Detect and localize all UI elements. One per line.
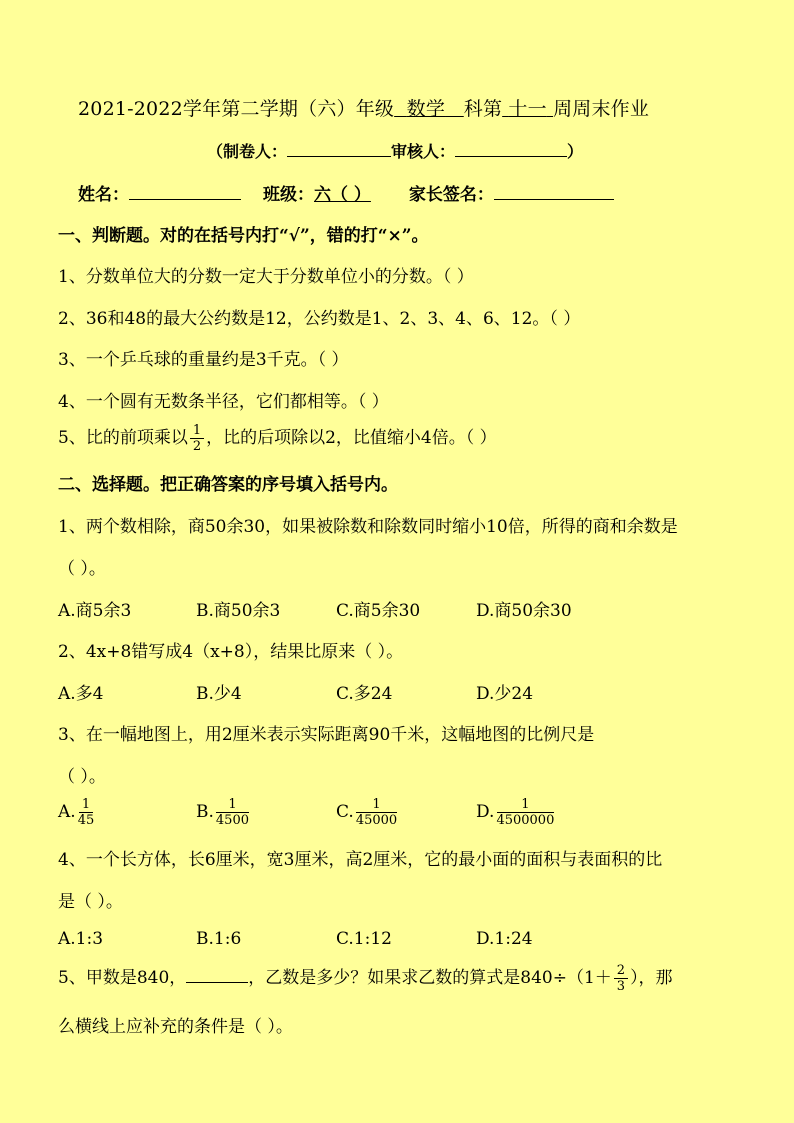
option-b[interactable]: B.1:6 bbox=[196, 929, 242, 949]
q5-text-a: 5、甲数是840， bbox=[58, 968, 187, 988]
option-a[interactable] bbox=[58, 794, 96, 830]
choice-q5-line1 bbox=[58, 960, 673, 996]
q5-text-c: ），那 bbox=[630, 968, 673, 988]
maker-blank[interactable] bbox=[287, 156, 391, 157]
option-d[interactable]: D.少24 bbox=[476, 684, 534, 704]
option-c[interactable] bbox=[336, 794, 399, 830]
name-blank[interactable] bbox=[129, 199, 241, 200]
section1-heading: 一、判断题。对的在括号内打“√”，错的打“×”。 bbox=[58, 226, 429, 246]
parent-signature-label: 家长签名： bbox=[408, 185, 494, 205]
subject-field bbox=[394, 98, 464, 120]
option-a[interactable]: A.1:3 bbox=[58, 929, 104, 949]
class-label: 班级： bbox=[263, 185, 314, 205]
week-value: 十一 bbox=[508, 98, 547, 120]
subject-value: 数学 bbox=[406, 98, 446, 120]
scale-fraction bbox=[216, 798, 249, 827]
fraction-numerator: 1 bbox=[79, 798, 93, 813]
option-letter: A. bbox=[58, 802, 76, 822]
name-label: 姓名： bbox=[78, 185, 129, 205]
choice-q1-line2: （ ）。 bbox=[58, 559, 106, 579]
option-b[interactable]: B.商50余3 bbox=[196, 601, 281, 621]
option-a[interactable]: A.商5余3 bbox=[58, 601, 132, 621]
option-d[interactable]: D.1:24 bbox=[476, 929, 533, 949]
scale-fraction bbox=[78, 798, 95, 827]
choice-q3-options bbox=[58, 794, 758, 830]
reviewer-label: 审核人： bbox=[391, 142, 456, 161]
section2-heading: 二、选择题。把正确答案的序号填入括号内。 bbox=[58, 475, 398, 495]
fraction-denominator: 3 bbox=[616, 979, 626, 994]
week-field bbox=[502, 98, 553, 120]
title-part-2: 科第 bbox=[463, 98, 503, 120]
fraction-numerator: 2 bbox=[614, 964, 628, 979]
fraction-one-half bbox=[190, 424, 204, 453]
judge-item-1: 1、分数单位大的分数一定大于分数单位小的分数。（ ） bbox=[58, 267, 474, 287]
fraction-denominator: 4500 bbox=[215, 813, 249, 828]
title-part-1: 2021-2022学年第二学期（六）年级 bbox=[78, 98, 395, 120]
option-c[interactable]: C.商5余30 bbox=[336, 601, 421, 621]
fraction-numerator: 1 bbox=[356, 798, 396, 813]
option-letter: B. bbox=[196, 802, 214, 822]
choice-q3-line2: （ ）。 bbox=[58, 767, 106, 787]
judge-item-5-text-b: ，比的后项除以2，比值缩小4倍。（ ） bbox=[206, 428, 497, 448]
fraction-numerator: 1 bbox=[190, 424, 204, 439]
fraction-denominator: 2 bbox=[192, 439, 202, 454]
q5-text-b: ，乙数是多少？如果求乙数的算式是840÷（1＋ bbox=[248, 968, 612, 988]
q5-condition-blank[interactable] bbox=[186, 964, 248, 983]
option-letter: C. bbox=[336, 802, 354, 822]
close-paren: ） bbox=[567, 142, 584, 161]
fraction-numerator: 1 bbox=[497, 798, 553, 813]
choice-q1-line1: 1、两个数相除，商50余30，如果被除数和除数同时缩小10倍，所得的商和余数是 bbox=[58, 517, 678, 537]
scale-fraction bbox=[496, 798, 554, 827]
title-part-3: 周周末作业 bbox=[553, 98, 650, 120]
fraction-denominator: 4500000 bbox=[496, 813, 555, 828]
fraction-numerator: 1 bbox=[216, 798, 248, 813]
option-b[interactable]: B.少4 bbox=[196, 684, 242, 704]
fraction-denominator: 45 bbox=[77, 813, 95, 828]
choice-q2-options bbox=[58, 679, 758, 704]
page-title bbox=[78, 94, 649, 121]
option-d[interactable] bbox=[476, 794, 556, 830]
choice-q1-options bbox=[58, 596, 758, 621]
scale-fraction bbox=[356, 798, 397, 827]
maker-reviewer-line bbox=[207, 139, 583, 162]
judge-item-5 bbox=[58, 421, 497, 455]
parent-signature-blank[interactable] bbox=[494, 199, 614, 200]
judge-item-3: 3、一个乒乓球的重量约是3千克。（ ） bbox=[58, 350, 349, 370]
judge-item-2: 2、36和48的最大公约数是12，公约数是1、2、3、4、6、12。（ ） bbox=[58, 309, 581, 329]
fraction-two-thirds bbox=[614, 964, 628, 993]
choice-q5-line2: 么横线上应补充的条件是（ ）。 bbox=[58, 1017, 293, 1037]
reviewer-blank[interactable] bbox=[455, 156, 567, 157]
option-c[interactable]: C.1:12 bbox=[336, 929, 392, 949]
option-c[interactable]: C.多24 bbox=[336, 684, 393, 704]
class-value[interactable]: 六（ ） bbox=[314, 185, 371, 205]
option-letter: D. bbox=[476, 802, 495, 822]
choice-q4-line2: 是（ ）。 bbox=[58, 892, 123, 912]
choice-q2-line1: 2、4x+8错写成4（x+8），结果比原来（ ）。 bbox=[58, 642, 404, 662]
option-d[interactable]: D.商50余30 bbox=[476, 601, 572, 621]
judge-item-4: 4、一个圆有无数条半径，它们都相等。（ ） bbox=[58, 392, 389, 412]
option-b[interactable] bbox=[196, 794, 251, 830]
fraction-denominator: 45000 bbox=[355, 813, 398, 828]
maker-label: （制卷人： bbox=[207, 142, 288, 161]
choice-q4-line1: 4、一个长方体，长6厘米，宽3厘米，高2厘米，它的最小面的面积与表面积的比 bbox=[58, 850, 663, 870]
student-info-line bbox=[78, 180, 614, 205]
choice-q3-line1: 3、在一幅地图上，用2厘米表示实际距离90千米，这幅地图的比例尺是 bbox=[58, 725, 595, 745]
judge-item-5-text-a: 5、比的前项乘以 bbox=[58, 428, 188, 448]
choice-q4-options bbox=[58, 929, 758, 951]
option-a[interactable]: A.多4 bbox=[58, 684, 104, 704]
